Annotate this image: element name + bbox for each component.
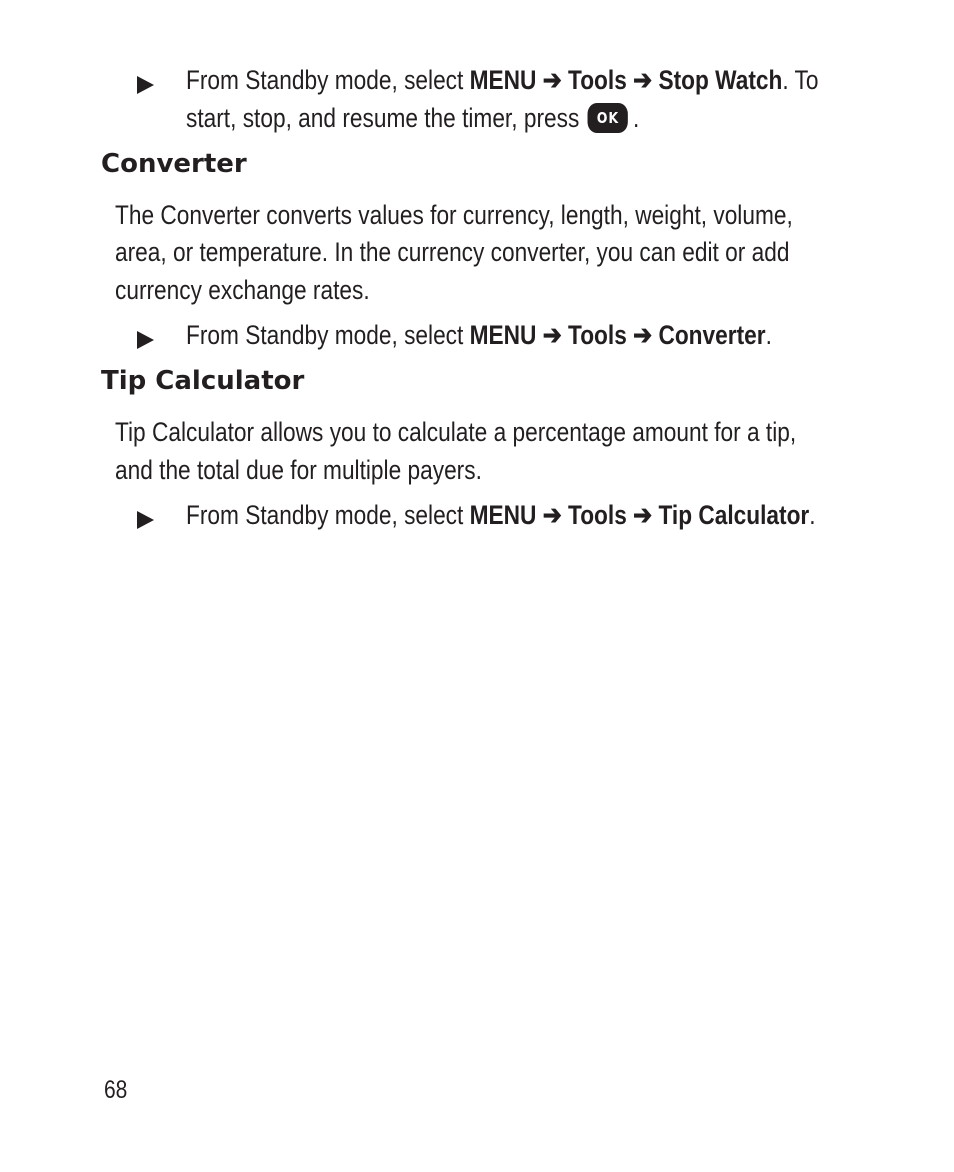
converter-label: Converter <box>658 320 766 350</box>
stopwatch-step-line-2 <box>186 100 726 137</box>
converter-body-line-2 <box>115 234 918 271</box>
stopwatch-step-line-1 <box>186 62 939 99</box>
menu-label: MENU <box>469 500 537 530</box>
page-number <box>104 1074 132 1106</box>
step-suffix: . <box>633 103 640 133</box>
step-prefix: From Standby mode, select <box>186 500 470 530</box>
bullet-triangle-icon <box>137 331 154 349</box>
bullet-triangle-icon <box>137 76 154 94</box>
tip-calculator-label: Tip Calculator <box>658 500 810 530</box>
converter-body-line-3 <box>115 272 418 309</box>
body-text: currency exchange rates. <box>115 275 370 305</box>
tip-calculator-body-line-2 <box>115 452 552 489</box>
tools-label: Tools <box>568 320 627 350</box>
stop-watch-label: Stop Watch <box>658 65 783 95</box>
page-number-text: 68 <box>104 1076 128 1104</box>
converter-body-line-1 <box>115 197 922 234</box>
body-text: The Converter converts values for currency, length, weight, volume, <box>115 200 793 230</box>
menu-label: MENU <box>469 320 537 350</box>
step-prefix: From Standby mode, select <box>186 320 470 350</box>
converter-heading: Converter <box>101 149 247 179</box>
body-text: and the total due for multiple payers. <box>115 455 482 485</box>
tools-label: Tools <box>568 65 627 95</box>
tools-label: Tools <box>568 500 627 530</box>
ok-key-icon: OK <box>588 103 628 133</box>
arrow-icon: ➔ <box>626 65 659 95</box>
arrow-icon: ➔ <box>536 320 569 350</box>
step-text: start, stop, and resume the timer, press <box>186 103 580 133</box>
step-suffix: . To <box>782 65 819 95</box>
step-suffix: . <box>765 320 772 350</box>
tip-calculator-heading: Tip Calculator <box>101 366 305 396</box>
step-prefix: From Standby mode, select <box>186 65 470 95</box>
step-suffix: . <box>809 500 816 530</box>
arrow-icon: ➔ <box>536 500 569 530</box>
arrow-icon: ➔ <box>536 65 569 95</box>
body-text: area, or temperature. In the currency converter, you can edit or add <box>115 237 790 267</box>
bullet-triangle-icon <box>137 511 154 529</box>
menu-label: MENU <box>469 65 537 95</box>
body-text: Tip Calculator allows you to calculate a percentage amount for a tip, <box>115 417 797 447</box>
tip-calculator-body-line-1 <box>115 414 926 451</box>
tip-calculator-step-line <box>186 497 936 534</box>
arrow-icon: ➔ <box>626 320 659 350</box>
arrow-icon: ➔ <box>626 500 659 530</box>
converter-step-line <box>186 317 884 354</box>
